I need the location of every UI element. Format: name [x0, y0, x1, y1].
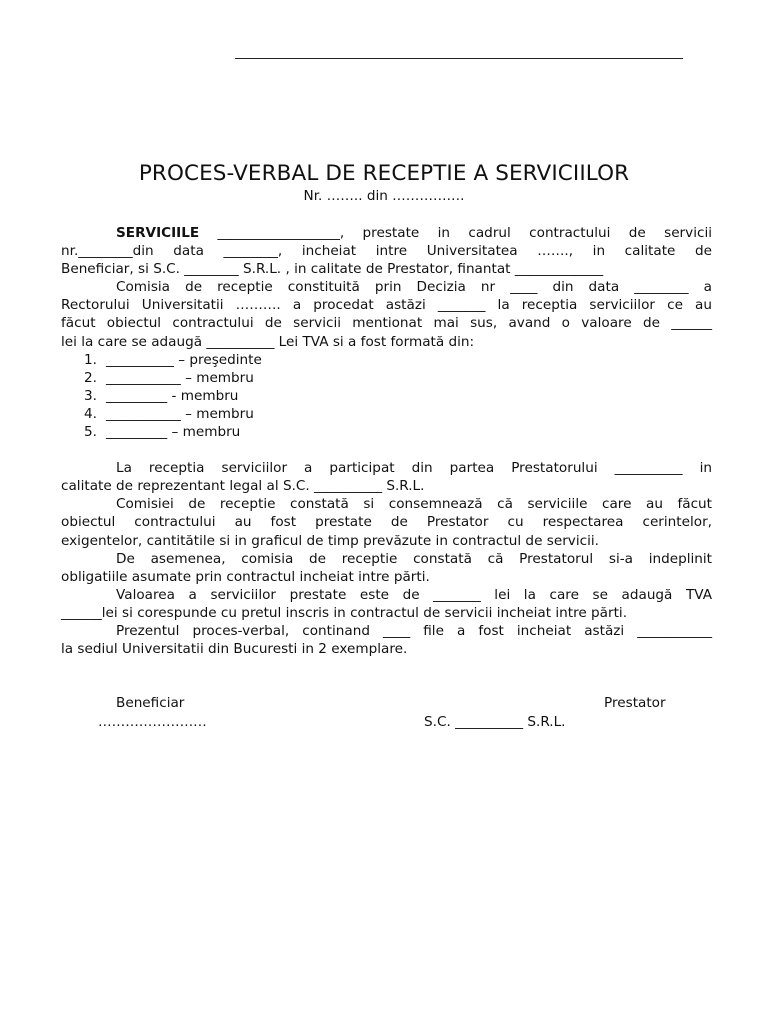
- participation-line-1: La receptia serviciilor a participat din partea Prestatorului __________ in: [116, 460, 712, 477]
- commission-line-4: lei la care se adaugă __________ Lei TVA si a fost formată din:: [61, 333, 475, 350]
- commission-line-1: Comisia de receptie constituită prin Decizia nr ____ din data ________ a: [116, 279, 712, 296]
- page-title: PROCES-VERBAL DE RECEPTIE A SERVICIILOR: [138, 161, 630, 186]
- paragraph-participation: [61, 459, 712, 495]
- list-item: 1. __________ – preşedinte: [84, 351, 262, 368]
- prestator-label: Prestator: [604, 695, 666, 711]
- document-body: [61, 224, 712, 658]
- findings-line-2: obiectul contractului au fost prestate de Prestator cu respectarea cerintelor,: [61, 514, 712, 531]
- prestator-signature-line: S.C. __________ S.R.L.: [424, 714, 566, 730]
- document-number: Nr. …….. din …………….: [303, 188, 465, 204]
- participation-line-2: calitate de reprezentant legal al S.C. __________ S.R.L.: [61, 478, 425, 495]
- paragraph-findings: [61, 495, 712, 549]
- closing-line-2: la sediul Universitatii din Bucuresti in 2 exemplare.: [61, 641, 408, 658]
- list-item: 3. _________ - membru: [84, 387, 239, 404]
- paragraph-services: [61, 224, 712, 278]
- services-line-1: __________________, prestate in cadrul contractului de servicii: [199, 225, 712, 241]
- list-item: 2. ___________ – membru: [84, 369, 254, 386]
- list-item: 5. _________ – membru: [84, 424, 241, 441]
- findings-line-1: Comisiei de receptie constată si consemnează că serviciile care au făcut: [116, 496, 712, 513]
- commission-line-2: Rectorului Universitatii ………. a procedat astăzi _______ la receptia serviciilor ce au: [61, 297, 712, 314]
- paragraph-closing: [61, 622, 712, 658]
- obligations-line-2: obligatiile asumate prin contractul incheiat intre părti.: [61, 568, 430, 585]
- paragraph-value: [61, 586, 712, 622]
- findings-line-3: exigentelor, cantitătile si in graficul de timp prevăzute in contractul de servicii.: [61, 532, 599, 549]
- services-line-2: nr.________din data ________, incheiat intre Universitatea ……., in calitate de: [61, 243, 712, 260]
- value-line-2: ______lei si corespunde cu pretul inscris in contractul de servicii incheiat intre părti.: [61, 604, 628, 621]
- services-heading: SERVICIILE: [116, 225, 200, 241]
- top-rule: [235, 58, 683, 59]
- paragraph-obligations: [61, 550, 712, 586]
- services-line-3: Beneficiar, si S.C. ________ S.R.L. , in calitate de Prestator, finantat _____________: [61, 261, 604, 278]
- commission-line-3: făcut obiectul contractului de servicii mentionat mai sus, avand o valoare de ______: [61, 315, 712, 332]
- value-line-1: Valoarea a serviciilor prestate este de _______ lei la care se adaugă TVA: [116, 586, 712, 603]
- members-list: [61, 351, 712, 441]
- obligations-line-1: De asemenea, comisia de receptie constată că Prestatorul si-a indeplinit: [116, 550, 712, 567]
- closing-line-1: Prezentul proces-verbal, continand ____ file a fost incheiat astăzi ___________: [116, 622, 712, 639]
- beneficiar-signature-line: ……………………: [98, 714, 207, 730]
- list-item: 4. ___________ – membru: [84, 405, 254, 422]
- beneficiar-label: Beneficiar: [116, 695, 185, 711]
- paragraph-commission: [61, 278, 712, 350]
